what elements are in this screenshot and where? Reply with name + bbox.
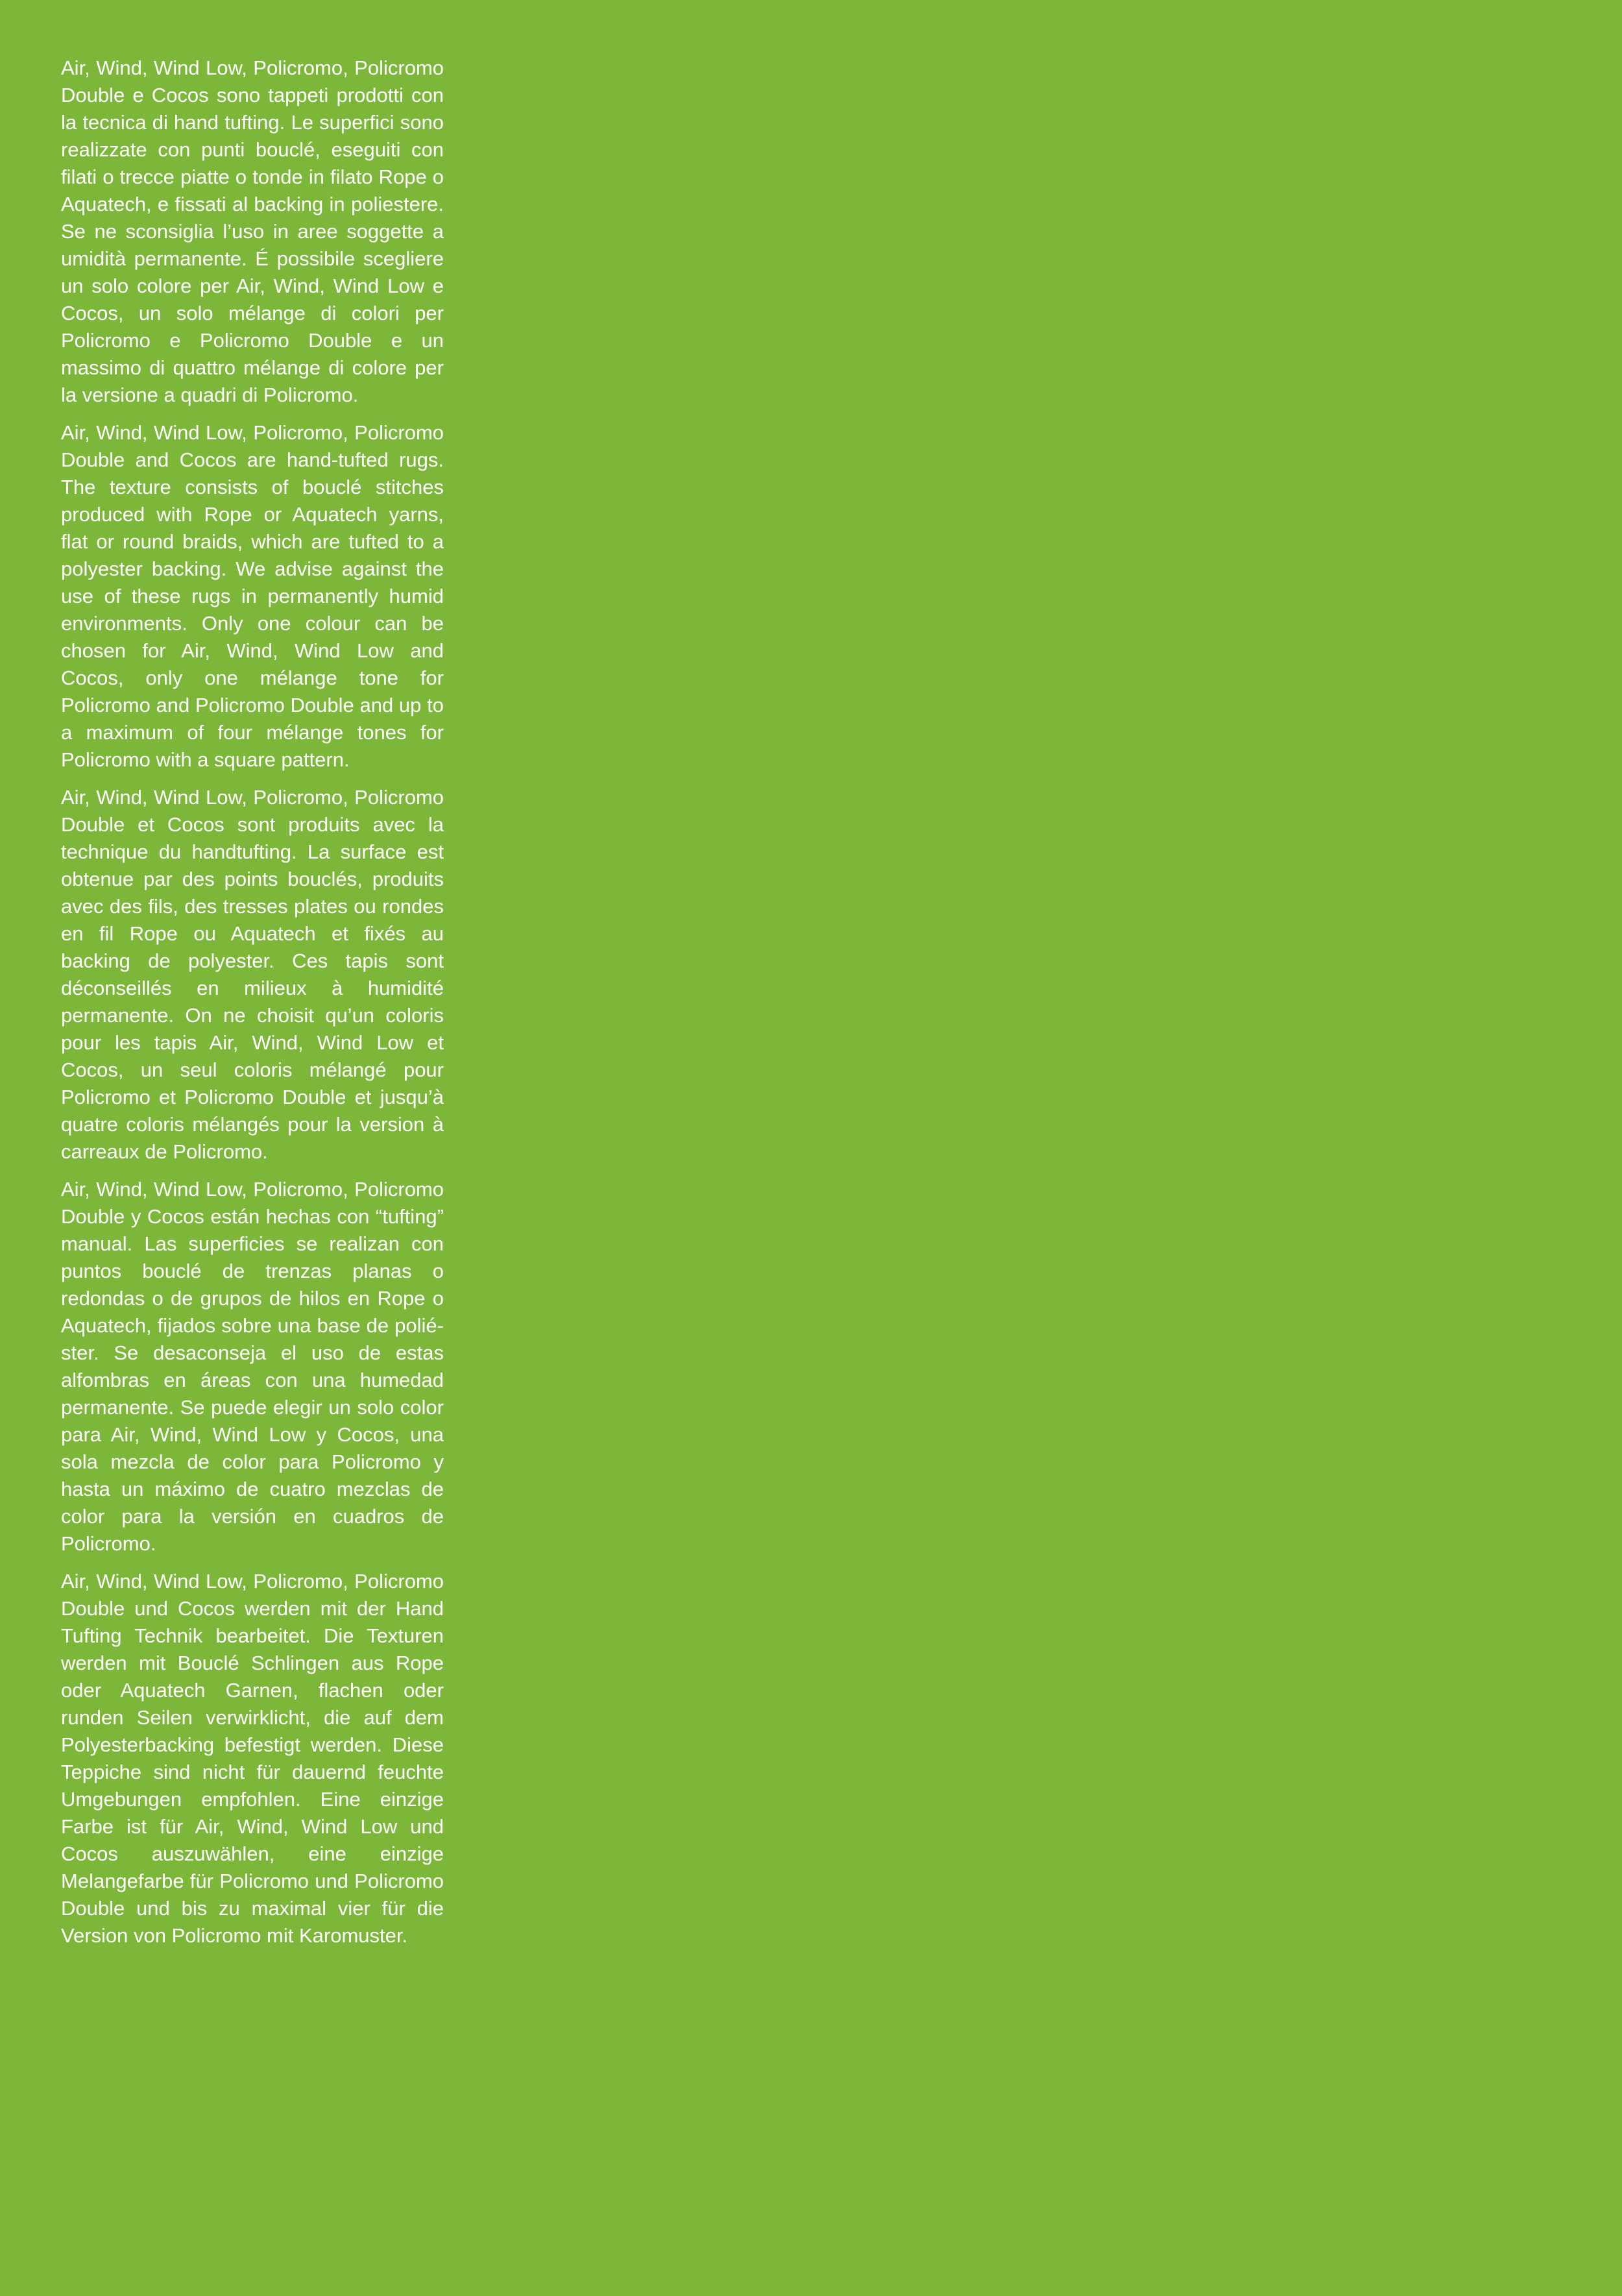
- paragraph-spanish: Air, Wind, Wind Low, Policromo, Policromo Double y Cocos están hechas con “tufting” manual. Las superficies se realizan con puntos bouclé de trenzas planas o redondas o de grupos de hilos en Rope o Aquatech, fijados sobre una base de poliéster. Se desaconseja el uso de estas alfombras en áreas con una humedad permanente. Se puede elegir un solo color para Air, Wind, Wind Low y Cocos, una sola mezcla de color para Policromo y hasta un máximo de cuatro mezclas de color para la versión en cuadros de Policromo.: [61, 1178, 444, 1555]
- paragraph-german: Air, Wind, Wind Low, Policromo, Policromo Double und Cocos werden mit der Hand Tufting Technik bearbeitet. Die Texturen werden mit Bouclé Schlingen aus Rope oder Aquatech Garnen, flachen oder runden Seilen verwirklicht, die auf dem Polyesterbacking befestigt werden. Diese Teppiche sind nicht für dauernd feuchte Umgebungen empfohlen. Eine einzige Farbe ist für Air, Wind, Wind Low und Cocos auszuwählen, eine einzige Melangefarbe für Policromo und Policromo Double und bis zu maximal vier für die Version von Policromo mit Karomuster.: [61, 1570, 444, 1947]
- multilingual-text-column: [61, 55, 444, 1960]
- paragraph-italian: Air, Wind, Wind Low, Policromo, Policromo Double e Cocos sono tappeti prodotti con la tecnica di hand tufting. Le superfici sono realizzate con punti bouclé, eseguiti con filati o trecce piatte o tonde in filato Rope o Aquatech, e fissati al backing in poliestere. Se ne sconsiglia l’uso in aree soggette a umidità permanente. É possibile scegliere un solo colore per Air, Wind, Wind Low e Cocos, un solo mélange di colori per Policromo e Policromo Double e un massimo di quattro mélange di colore per la versione a quadri di Policromo.: [61, 56, 444, 406]
- paragraph-french: Air, Wind, Wind Low, Policromo, Policromo Double et Cocos sont produits avec la technique du handtufting. La surface est obtenue par des points bouclés, produits avec des fils, des tresses plates ou rondes en fil Rope ou Aquatech et fixés au backing de polyester. Ces tapis sont déconseillés en milieux à humidité permanente. On ne choisit qu’un coloris pour les tapis Air, Wind, Wind Low et Cocos, un seul coloris mélangé pour Policromo et Policromo Double et jusqu’à quatre coloris mélangés pour la version à carreaux de Policromo.: [61, 786, 444, 1163]
- paragraph-english: Air, Wind, Wind Low, Policromo, Policromo Double and Cocos are hand-tufted rugs. The texture consists of bouclé stitches produced with Rope or Aquatech yarns, flat or round braids, which are tufted to a polyester backing. We advise against the use of these rugs in permanently humid environments. Only one colour can be chosen for Air, Wind, Wind Low and Cocos, only one mélange tone for Policromo and Policromo Double and up to a maximum of four mélange tones for Policromo with a square pattern.: [61, 421, 444, 771]
